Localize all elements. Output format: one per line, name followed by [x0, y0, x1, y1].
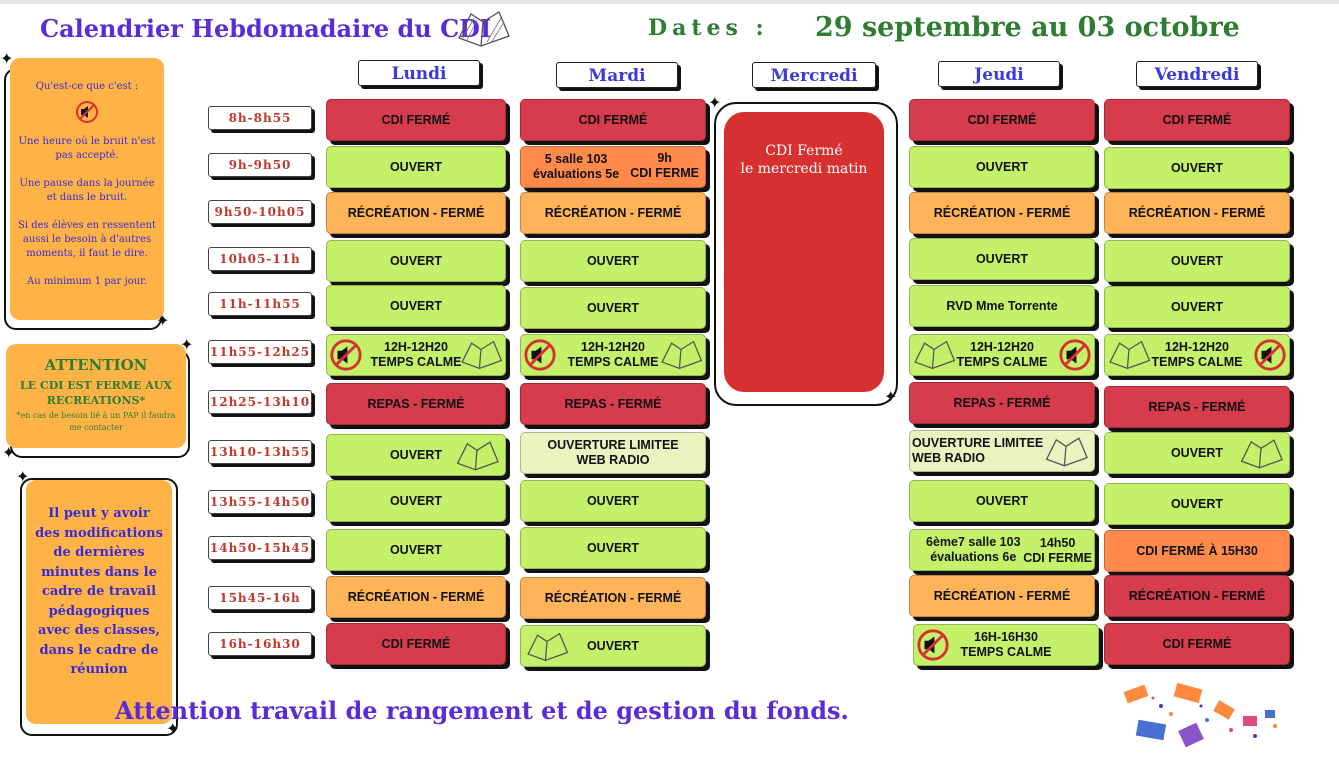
no-sound-icon — [15, 100, 159, 129]
slot-vendredi-6: 12H-12H20 TEMPS CALME — [1104, 334, 1290, 376]
slot-mardi-7: REPAS - FERMÉ — [520, 383, 706, 425]
attention-footnote: *en cas de besoin lié à un PAP il faudra me contacter — [16, 411, 176, 432]
open-book-icon — [1237, 437, 1285, 471]
time-label: 8h-8h55 — [208, 106, 312, 130]
open-book-icon — [525, 630, 569, 664]
slot-mardi-6: 12H-12H20 TEMPS CALME — [520, 334, 706, 376]
slot-lundi-8: OUVERT — [326, 434, 506, 476]
slot-mardi-10: OUVERT — [520, 527, 706, 569]
time-label: 11h-11h55 — [208, 292, 312, 316]
modifications-note: Il peut y avoir des modifications de dernières minutes dans le cadre de travail pédagogiques avec des classes, dans le cadre de réunion — [26, 480, 172, 724]
attention-note — [6, 344, 186, 448]
slot-vendredi-8: OUVERT — [1104, 432, 1290, 474]
note-question: Qu'est-ce que c'est : — [35, 81, 139, 92]
slot-lundi-5: OUVERT — [326, 285, 506, 327]
no-sound-icon — [1058, 338, 1092, 372]
slot-lundi-9: OUVERT — [326, 480, 506, 522]
slot-jeudi-3: RÉCRÉATION - FERMÉ — [909, 192, 1095, 234]
slot-lundi-10: OUVERT — [326, 529, 506, 571]
time-label: 9h50-10h05 — [208, 200, 312, 224]
slot-mardi-8: OUVERTURE LIMITEE WEB RADIO — [520, 432, 706, 474]
slot-jeudi-5: RVD Mme Torrente — [909, 285, 1095, 327]
time-label: 12h25-13h10 — [208, 390, 312, 414]
no-sound-icon — [916, 628, 950, 662]
no-sound-icon — [329, 338, 363, 372]
page-title: Calendrier Hebdomadaire du CDI — [40, 14, 492, 43]
open-book-icon — [1042, 435, 1090, 469]
footer-notice: Attention travail de rangement et de gestion du fonds. — [115, 696, 849, 725]
open-book-icon — [455, 8, 511, 50]
day-header-mercredi: Mercredi — [752, 62, 876, 88]
no-sound-icon — [523, 338, 557, 372]
slot-jeudi-2: OUVERT — [909, 146, 1095, 188]
slot-lundi-6: 12H-12H20 TEMPS CALME — [326, 334, 506, 376]
top-border — [0, 0, 1339, 4]
day-header-vendredi: Vendredi — [1136, 61, 1258, 87]
slot-vendredi-1: CDI FERMÉ — [1104, 99, 1290, 141]
time-label: 15h45-16h — [208, 586, 312, 610]
note-p3: Si des élèves en ressentent aussi le besoin à d'autres moments, il faut le dire. — [17, 220, 157, 259]
time-label: 13h55-14h50 — [208, 490, 312, 514]
attention-text: LE CDI EST FERME AUX RECREATIONS* — [20, 379, 172, 407]
slot-jeudi-9: OUVERT — [909, 480, 1095, 522]
slot-vendredi-4: OUVERT — [1104, 240, 1290, 282]
slot-jeudi-10: 6ème7 salle 103 évaluations 6e 14h50 CDI FERME — [909, 529, 1095, 571]
slot-mardi-2: 5 salle 103 évaluations 5e 9h CDI FERME — [520, 146, 706, 188]
sparkle-icon: ✦ — [2, 445, 16, 462]
sparkle-icon: ✦ — [16, 469, 30, 486]
attention-title: ATTENTION — [44, 356, 148, 374]
sparkle-icon: ✦ — [166, 721, 180, 738]
open-book-icon — [459, 338, 503, 372]
slot-lundi-7: REPAS - FERMÉ — [326, 383, 506, 425]
slot-mardi-1: CDI FERMÉ — [520, 99, 706, 141]
slot-jeudi-12: 16H-16H30 TEMPS CALME — [913, 624, 1099, 666]
open-book-icon — [1107, 338, 1151, 372]
slot-vendredi-7: REPAS - FERMÉ — [1104, 386, 1290, 428]
time-label: 9h-9h50 — [208, 153, 312, 177]
open-book-icon — [659, 338, 703, 372]
open-book-icon — [912, 338, 956, 372]
note-p1: Une heure où le bruit n'est pas accepté. — [18, 136, 156, 161]
slot-lundi-2: OUVERT — [326, 146, 506, 188]
slot-jeudi-4: OUVERT — [909, 238, 1095, 280]
slot-mardi-5: OUVERT — [520, 287, 706, 329]
day-header-jeudi: Jeudi — [938, 61, 1060, 87]
slot-vendredi-2: OUVERT — [1104, 147, 1290, 189]
slot-jeudi-7: REPAS - FERMÉ — [909, 382, 1095, 424]
slot-lundi-1: CDI FERMÉ — [326, 99, 506, 141]
slot-vendredi-11: RÉCRÉATION - FERMÉ — [1104, 575, 1290, 617]
slot-mardi-9: OUVERT — [520, 480, 706, 522]
slot-vendredi-10: CDI FERMÉ À 15H30 — [1104, 530, 1290, 572]
slot-vendredi-12: CDI FERMÉ — [1104, 623, 1290, 665]
dates-value: 29 septembre au 03 octobre — [815, 12, 1240, 43]
slot-jeudi-1: CDI FERMÉ — [909, 99, 1095, 141]
time-label: 14h50-15h45 — [208, 536, 312, 560]
sparkle-icon: ✦ — [180, 337, 194, 354]
slot-mardi-11: RÉCRÉATION - FERMÉ — [520, 577, 706, 619]
sparkle-icon: ✦ — [0, 51, 14, 68]
time-label: 16h-16h30 — [208, 632, 312, 656]
slot-jeudi-6: 12H-12H20 TEMPS CALME — [909, 334, 1095, 376]
time-label: 11h55-12h25 — [208, 340, 312, 364]
slot-vendredi-9: OUVERT — [1104, 483, 1290, 525]
wednesday-closed-block: CDI Fermé le mercredi matin — [724, 112, 884, 392]
slot-lundi-4: OUVERT — [326, 240, 506, 282]
day-header-mardi: Mardi — [556, 62, 678, 88]
slot-mardi-4: OUVERT — [520, 240, 706, 282]
quiet-time-note — [10, 58, 164, 320]
slot-mardi-3: RÉCRÉATION - FERMÉ — [520, 192, 706, 234]
slot-lundi-12: CDI FERMÉ — [326, 623, 506, 665]
slot-jeudi-11: RÉCRÉATION - FERMÉ — [909, 575, 1095, 617]
slot-mardi-12: OUVERT — [520, 625, 706, 667]
open-book-icon — [453, 439, 501, 473]
slot-jeudi-8: OUVERTURE LIMITEE WEB RADIO — [909, 430, 1095, 472]
time-label: 13h10-13h55 — [208, 440, 312, 464]
sparkle-icon: ✦ — [708, 95, 722, 112]
no-sound-icon — [1253, 338, 1287, 372]
slot-lundi-11: RÉCRÉATION - FERMÉ — [326, 576, 506, 618]
sparkle-icon: ✦ — [884, 389, 898, 406]
slot-vendredi-5: OUVERT — [1104, 286, 1290, 328]
slot-vendredi-3: RÉCRÉATION - FERMÉ — [1104, 192, 1290, 234]
note-p4: Au minimum 1 par jour. — [26, 276, 148, 287]
sparkle-icon: ✦ — [156, 313, 170, 330]
flying-books-icon — [1115, 676, 1295, 754]
note-p2: Une pause dans la journée et dans le bruit. — [19, 178, 155, 203]
day-header-lundi: Lundi — [358, 60, 480, 86]
dates-label: Dates : — [648, 15, 769, 41]
slot-lundi-3: RÉCRÉATION - FERMÉ — [326, 192, 506, 234]
time-label: 10h05-11h — [208, 247, 312, 271]
